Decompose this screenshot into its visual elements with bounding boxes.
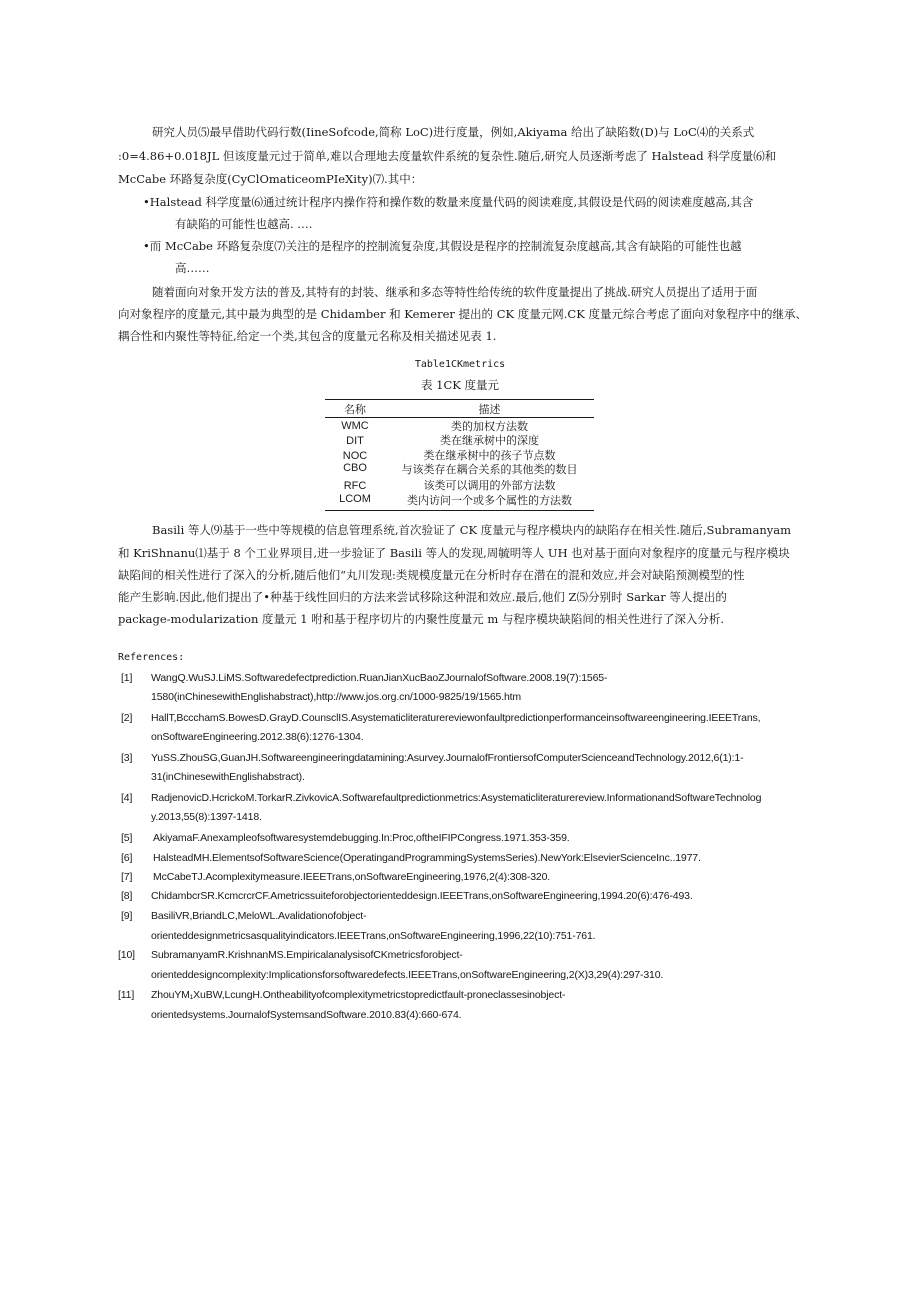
reference-text: 31(inChinesewithEnglishabstract). xyxy=(151,771,305,783)
reference-number: [9] xyxy=(121,910,133,922)
reference-text: HallT,BccchamS.BowesD.GrayD.CounsclIS.Asystematicliteraturereviewonfaultpredictionperformanceinsoftwareengineering.IEEETrans, xyxy=(151,712,761,724)
reference-text: WangQ.WuSJ.LiMS.Softwaredefectprediction.RuanJianXucBaoZJournalofSoftware.2008.19(7):1565- xyxy=(151,672,608,684)
reference-number: [2] xyxy=(121,712,133,724)
reference-text: BasiliVR,BriandLC,MeloWL.Avalidationofobject- xyxy=(151,910,367,922)
table-row-name: LCOM xyxy=(339,493,371,505)
reference-text: SubramanyamR.KrishnanMS.EmpiricalanalysisofCKmetricsforobject- xyxy=(151,949,463,961)
reference-number: [6] xyxy=(121,852,133,864)
para3-line-2: 和 KriShnanu⑴基于 8 个工业界项目,进一步验证了 Basili 等人的发现,周毓明等人 UH 也对基于面向对象程序的度量元与程序模块 xyxy=(118,546,790,560)
table-row-name: DIT xyxy=(346,435,364,447)
reference-number: [1] xyxy=(121,672,133,684)
reference-number: [4] xyxy=(121,792,133,804)
reference-number: [5] xyxy=(121,832,133,844)
reference-text: McCabeTJ.Acomplexitymeasure.IEEETrans,onSoftwareEngineering,1976,2(4):308-320. xyxy=(153,871,551,883)
table-bottom-rule xyxy=(325,510,594,511)
table-row-name: RFC xyxy=(343,480,367,492)
table-row-desc: 与该类存在耦合关系的其他类的数目 xyxy=(401,463,578,476)
table-row-name: NOC xyxy=(342,450,368,462)
reference-text: AkiyamaF.Anexampleofsoftwaresystemdebugging.In:Proc,oftheIFIPCongress.1971.353-359. xyxy=(153,832,570,844)
intro-line-3: McCabe 环路复杂度(CyClOmaticeomPIeXity)⑺.其中： xyxy=(118,172,423,186)
table-row-desc: 类在继承树中的孩子节点数 xyxy=(423,449,556,462)
table-top-rule xyxy=(325,399,594,400)
reference-text: orienteddesigncomplexity:Implicationsforsoftwaredefects.IEEETrans,onSoftwareEngineering,2(X)3,29(4):297-310. xyxy=(151,969,664,981)
bullet-mccabe-line-2: 高…… xyxy=(175,261,210,275)
para2-line-1: 随着面向对象开发方法的普及,其特有的封装、继承和多态等特性给传统的软件度量提出了挑战.研究人员提出了适用于面 xyxy=(152,285,758,299)
para3-line-1: Basili 等人⑼基于一些中等规模的信息管理系统,首次验证了 CK 度量元与程序模块内的缺陷存在相关性.随后,Subramanyam xyxy=(152,523,791,537)
para3-line-4: 能产生影晌.因此,他们提出了•种基于线性回归的方法来尝试移除这种混和效应.最后,他们 Z⑸分别时 Sarkar 等人提出的 xyxy=(118,590,727,604)
table-caption-en: Table1CKmetrics xyxy=(414,359,506,370)
reference-text: RadjenovicD.HcrickoM.TorkarR.ZivkovicA.Softwarefaultpredictionmetrics:Asystematicliteraturereview.InformationandSoftwareTechnolog xyxy=(151,792,762,804)
table-row-desc: 该类可以调用的外部方法数 xyxy=(423,479,556,492)
reference-number: [10] xyxy=(118,949,135,961)
para2-line-3: 耦合性和内聚性等特征,给定一个类,其包含的度量元名称及相关描述见表 1. xyxy=(118,329,497,343)
reference-number: [3] xyxy=(121,752,133,764)
reference-text: HalsteadMH.ElementsofSoftwareScience(OperatingandProgrammingSystemsSeries).NewYork:ElsevierScienceInc..1977. xyxy=(153,852,701,864)
reference-text: onSoftwareEngineering.2012.38(6):1276-1304. xyxy=(151,731,364,743)
bullet-mccabe-line-1: •而 McCabe 环路复杂度⑺关注的是程序的控制流复杂度,其假设是程序的控制流复杂度越高,其含有缺陷的可能性也越 xyxy=(143,239,742,253)
reference-text: y.2013,55(8):1397-1418. xyxy=(151,811,262,823)
bullet-halstead-line-2: 有缺陷的可能性也越高. .… xyxy=(175,217,313,231)
intro-line-2: :0=4.86+0.018JL 但该度量元过于简单,难以合理地去度量软件系统的复杂性.随后,研究人员逐渐考虑了 Halstead 科学度量⑹和 xyxy=(118,149,777,163)
reference-text: YuSS.ZhouSG,GuanJH.Softwareengineeringdatamining:Asurvey.JournalofFrontiersofComputerScienceandTechnology.2012,6(1):1- xyxy=(151,752,744,764)
table-row-desc: 类内访问一个或多个属性的方法数 xyxy=(407,494,572,507)
para3-line-5: package-modularization 度量元 1 咐和基于程序切片的内聚性度量元 m 与程序模块缺陷间的相关性进行了深入分析. xyxy=(118,612,725,626)
table-header-desc: 描述 xyxy=(478,403,501,416)
reference-number: [11] xyxy=(118,989,135,1001)
reference-text: orienteddesignmetricsasqualityindicators.IEEETrans,onSoftwareEngineering,1996,22(10):751-761. xyxy=(151,930,596,942)
para2-line-2: 向对象程序的度量元,其中最为典型的是 Chidamber 和 Kemerer 提出的 CK 度量元网.CK 度量元综合考虑了面向对象程序中的继承、 xyxy=(118,307,807,321)
table-row-name: CBO xyxy=(343,462,367,474)
table-row-desc: 类的加权方法数 xyxy=(451,420,528,433)
table-row-name: WMC xyxy=(341,420,369,432)
table-header-name: 名称 xyxy=(344,403,366,416)
reference-text: orientedsystems.JournalofSystemsandSoftware.2010.83(4):660-674. xyxy=(151,1009,462,1021)
references-heading: References: xyxy=(118,652,185,663)
reference-text: ZhouYM₁XuBW,LcungH.Ontheabilityofcomplexitymetricstopredictfault-proneclassesinobject- xyxy=(151,989,566,1001)
table-caption-cn: 表 1CK 度量元 xyxy=(420,378,500,392)
table-header-rule xyxy=(325,417,594,418)
intro-line-1: 研究人员⑸最早借助代码行数(IineSofcode,简称 LoC)进行度量，例如,Akiyama 给出了缺陷数(D)与 LoC⑷的关系式 xyxy=(152,125,755,139)
table-row-desc: 类在继承树中的深度 xyxy=(440,434,539,447)
reference-text: ChidambcrSR.KcmcrcrCF.Ametricssuiteforobjectorienteddesign.IEEETrans,onSoftwareEngineering,1994.20(6):476-493. xyxy=(151,890,693,902)
bullet-halstead-line-1: •Halstead 科学度量⑹通过统计程序内操作符和操作数的数量来度量代码的阅读难度,其假设是代码的阅读难度越高,其含 xyxy=(143,195,754,209)
reference-number: [7] xyxy=(121,871,133,883)
reference-number: [8] xyxy=(121,890,133,902)
reference-text: 1580(inChinesewithEnglishabstract),http://www.jos.org.cn/1000-9825/19/1565.htm xyxy=(151,691,522,703)
para3-line-3: 缺陷间的相关性进行了深入的分析,随后他们“丸川发现:类规模度量元在分析时存在潜在的混和效应,并会对缺陷预测模型的性 xyxy=(118,568,745,582)
